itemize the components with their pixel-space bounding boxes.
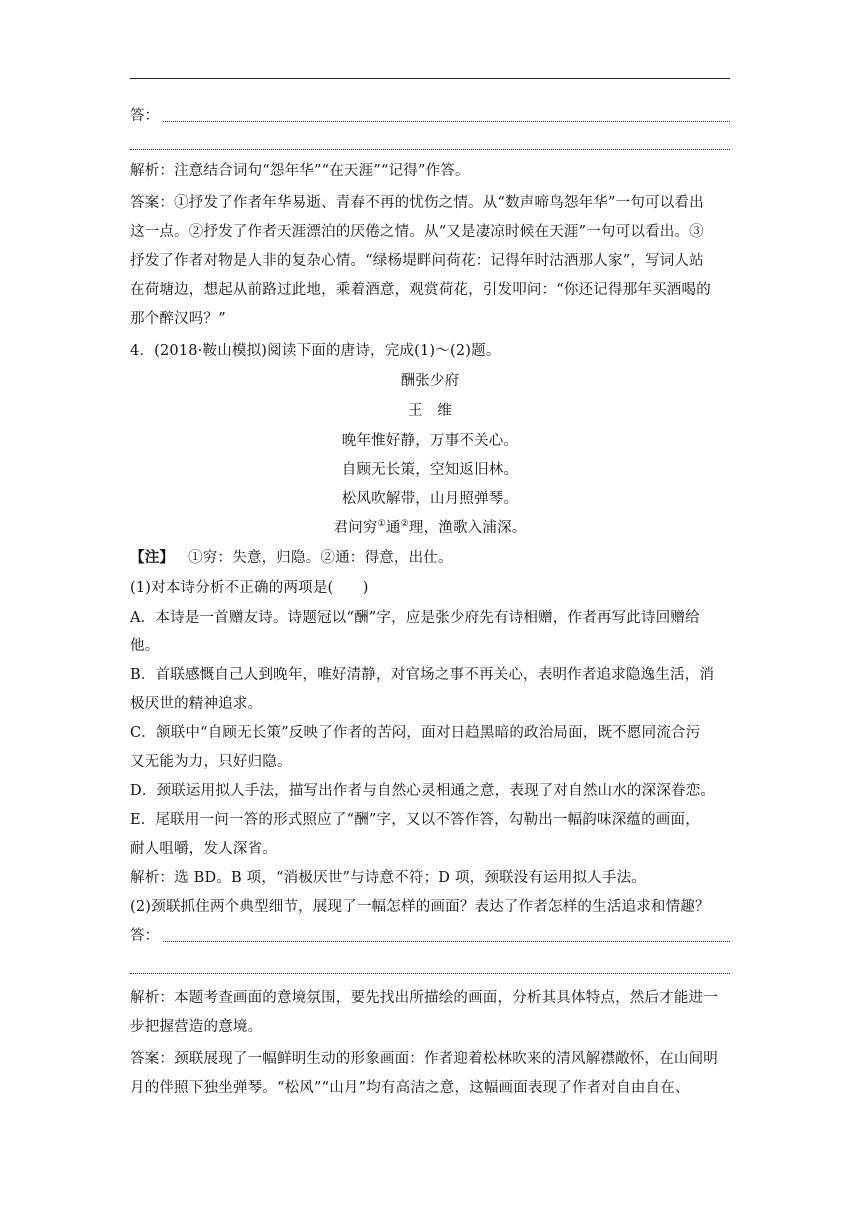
poem-author: 王 维 xyxy=(407,403,453,419)
footnote-marker-1: ① xyxy=(377,519,386,530)
note-line xyxy=(130,548,730,568)
option-line: B．首联感慨自己人到晚年，唯好清静，对官场之事不再关心，表明作者追求隐逸生活，消 xyxy=(130,667,715,683)
option-line: D．颈联运用拟人手法，描写出作者与自然心灵相通之意，表现了对自然山水的深深眷恋。 xyxy=(130,783,716,799)
answer-line: 在荷塘边，想起从前路过此地，乘着酒意，观赏荷花，引发叩问：“你还记得那年买酒喝的 xyxy=(130,282,711,298)
footnote-marker-2: ② xyxy=(400,519,409,530)
analysis-text: 解析：注意结合词句“怨年华”“在天涯”“记得”作答。 xyxy=(130,163,470,179)
option-line: 又无能为力，只好归隐。 xyxy=(130,754,292,770)
option-line: 耐人咀嚼，发人深省。 xyxy=(130,841,277,857)
sub2-answer-line: 月的伴照下独坐弹琴。“松风”“山月”均有高洁之意，这幅画面表现了作者对自由自在、 xyxy=(130,1080,690,1096)
answer-label: 答： xyxy=(130,928,159,944)
sub2-analysis-line: 解析：本题考查画面的意境氛围，要先找出所描绘的画面，分析其具体特点，然后才能进一 xyxy=(130,990,718,1006)
answer-dotted-line-2 xyxy=(130,149,730,150)
sub2-answer-line: 答案：颈联展现了一幅鲜明生动的形象画面：作者迎着松林吹来的清风解襟敞怀，在山间明 xyxy=(130,1051,718,1067)
answer-label: 答： xyxy=(130,108,159,124)
answer-line: 抒发了作者对物是人非的复杂心情。“绿杨堤畔问荷花：记得年时沽酒那人家”，写词人站 xyxy=(130,253,704,269)
sub1-analysis: 解析：选 BD。B 项，“消极厌世”与诗意不符；D 项，颈联没有运用拟人手法。 xyxy=(130,870,647,886)
answer-blank-row-1 xyxy=(130,106,730,126)
poem-fragment: 理，渔歌入浦深。 xyxy=(408,520,527,536)
answer-dotted-line-2 xyxy=(130,973,730,974)
poem-fragment: 君问穷 xyxy=(333,520,378,536)
note-text: ①穷：失意，归隐。②通：得意，出仕。 xyxy=(188,550,453,566)
poem-fragment: 通 xyxy=(385,520,401,536)
sub-question-1: (1)对本诗分析不正确的两项是( ) xyxy=(130,580,369,596)
option-line: A．本诗是一首赠友诗。诗题冠以“酬”字，应是张少府先有诗相赠，作者再写此诗回赠给 xyxy=(130,610,700,626)
poem-line: 晚年惟好静，万事不关心。 xyxy=(341,433,519,449)
sub2-analysis-line: 步把握营造的意境。 xyxy=(130,1019,263,1035)
answer-line: 那个醉汉吗？” xyxy=(130,311,226,327)
option-line: 他。 xyxy=(130,638,160,654)
option-line: 极厌世的精神追求。 xyxy=(130,696,263,712)
answer-dotted-line xyxy=(163,941,730,942)
answer-line: 答案：①抒发了作者年华易逝、青春不再的忧伤之情。从“数声啼鸟怨年华”一句可以看出 xyxy=(130,195,704,211)
poem-line-last xyxy=(130,518,730,538)
poem-title: 酬张少府 xyxy=(400,373,460,389)
answer-dotted-line xyxy=(163,121,730,122)
sub-question-2: (2)颈联抓住两个典型细节，展现了一幅怎样的画面？表达了作者怎样的生活追求和情趣？ xyxy=(130,899,710,915)
option-line: C．颔联中“自顾无长策”反映了作者的苦闷，面对日趋黑暗的政治局面，既不愿同流合污 xyxy=(130,725,701,741)
answer-blank-row-2 xyxy=(130,926,730,946)
note-label: 【注】 xyxy=(130,549,175,566)
document-page xyxy=(130,0,730,1216)
question-4-intro: 4．(2018·鞍山模拟)阅读下面的唐诗，完成(1)～(2)题。 xyxy=(130,343,501,359)
answer-line: 这一点。②抒发了作者天涯漂泊的厌倦之情。从“又是凄凉时候在天涯”一句可以看出。③ xyxy=(130,224,704,240)
poem-line: 自顾无长策，空知返旧林。 xyxy=(341,462,519,478)
option-line: E．尾联用一问一答的形式照应了“酬”字，又以不答作答，勾勒出一幅韵味深蕴的画面， xyxy=(130,812,700,828)
poem-line: 松风吹解带，山月照弹琴。 xyxy=(341,491,519,507)
top-rule xyxy=(130,78,730,79)
